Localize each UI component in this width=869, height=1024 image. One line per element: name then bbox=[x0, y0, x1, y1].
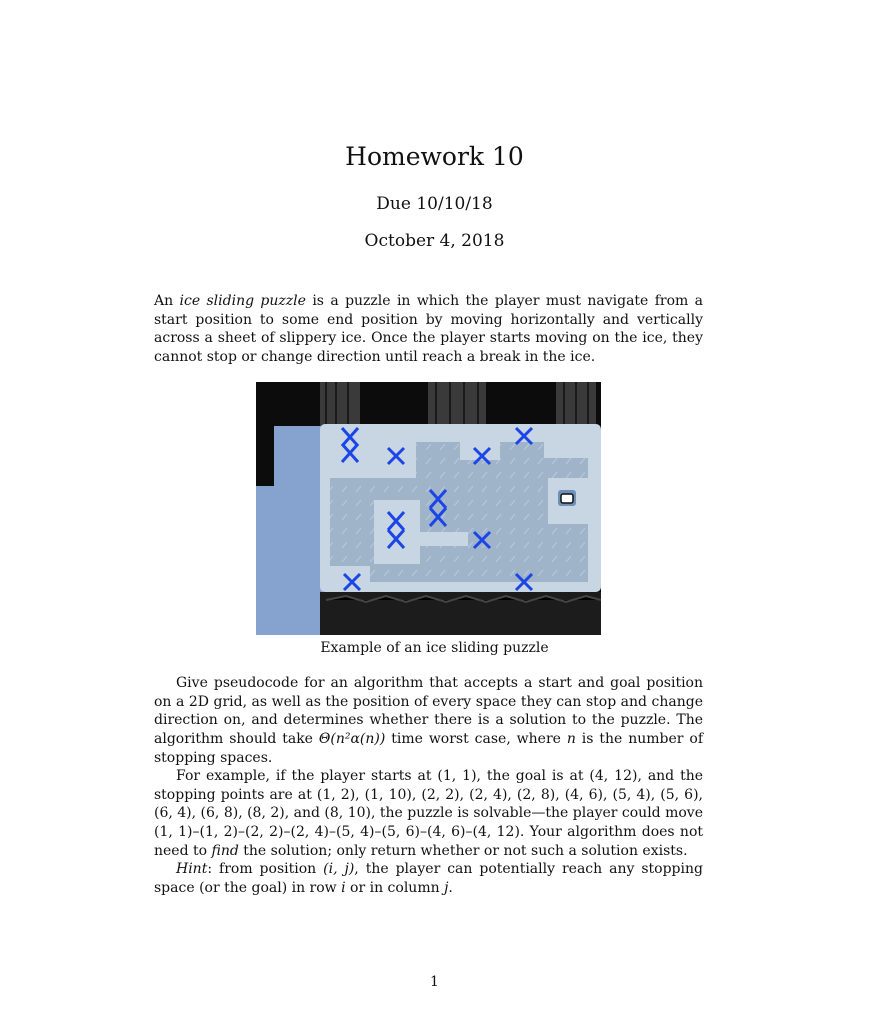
hint-var-i: i bbox=[341, 879, 346, 896]
hint-a: : from position bbox=[207, 861, 324, 877]
problem-post: is the number of stopping spaces. bbox=[154, 731, 704, 766]
complexity: Θ(n²α(n)) bbox=[318, 731, 386, 748]
hint-b: , the player can potentially reach any stopping space (or the goal) in row bbox=[154, 861, 703, 896]
intro-pre: An bbox=[154, 293, 180, 309]
intro-post: is a puzzle in which the player must navigate from a start position to some end position by moving horizontally and vertically across a sheet of slippery ice. Once the player starts moving on the ice, they cannot stop or change direction until reach a break in the ice. bbox=[154, 293, 704, 366]
hint-c: or in column bbox=[345, 879, 445, 896]
player-rock bbox=[558, 490, 576, 506]
hint-pos: (i, j) bbox=[323, 861, 355, 877]
page-title: Homework 10 bbox=[345, 142, 524, 171]
problem-pre: Give pseudocode for an algorithm that accepts a start and goal position on a 2D grid, as well as the position of every space they can stop and change direction on, and determines whether there is a solution to the puzzle. The algorithm should take bbox=[154, 675, 703, 748]
document-date: October 4, 2018 bbox=[364, 231, 505, 251]
ice-puzzle-figure bbox=[256, 382, 601, 635]
hint-var-j: j bbox=[444, 879, 449, 896]
hint-paragraph bbox=[154, 860, 703, 897]
example-paragraph bbox=[154, 767, 703, 861]
due-date: Due 10/10/18 bbox=[376, 194, 493, 214]
example-text: For example, if the player starts at (1, 1), the goal is at (4, 12), and the stopping points are at (1, 2), (1, 10), (2, 2), (2, 4), (2, 8), (4, 6), (5, 4), (5, 6), (6, 4), (6, 8), (8, 2), and (8, 10), the puzzle is solvable—the player could move (1, 1)–(1, 2)–(2, 2)–(2, 4)–(5, 4)–(5, 6)–(4, 6)–(4, 12). Your algorithm does not need to bbox=[154, 768, 703, 859]
var-n: n bbox=[566, 731, 576, 748]
intro-term: ice sliding puzzle bbox=[179, 293, 306, 309]
problem-mid: time worst case, where bbox=[385, 731, 567, 748]
problem-paragraph bbox=[154, 674, 703, 768]
intro-paragraph bbox=[154, 292, 703, 367]
figure-caption: Example of an ice sliding puzzle bbox=[320, 640, 549, 656]
hint-label: Hint bbox=[176, 861, 208, 877]
hint-d: . bbox=[448, 879, 453, 896]
example-post: the solution; only return whether or not such a solution exists. bbox=[238, 842, 688, 859]
example-emph: find bbox=[211, 842, 239, 859]
floor-strip bbox=[274, 426, 324, 635]
page-number: 1 bbox=[430, 974, 439, 990]
